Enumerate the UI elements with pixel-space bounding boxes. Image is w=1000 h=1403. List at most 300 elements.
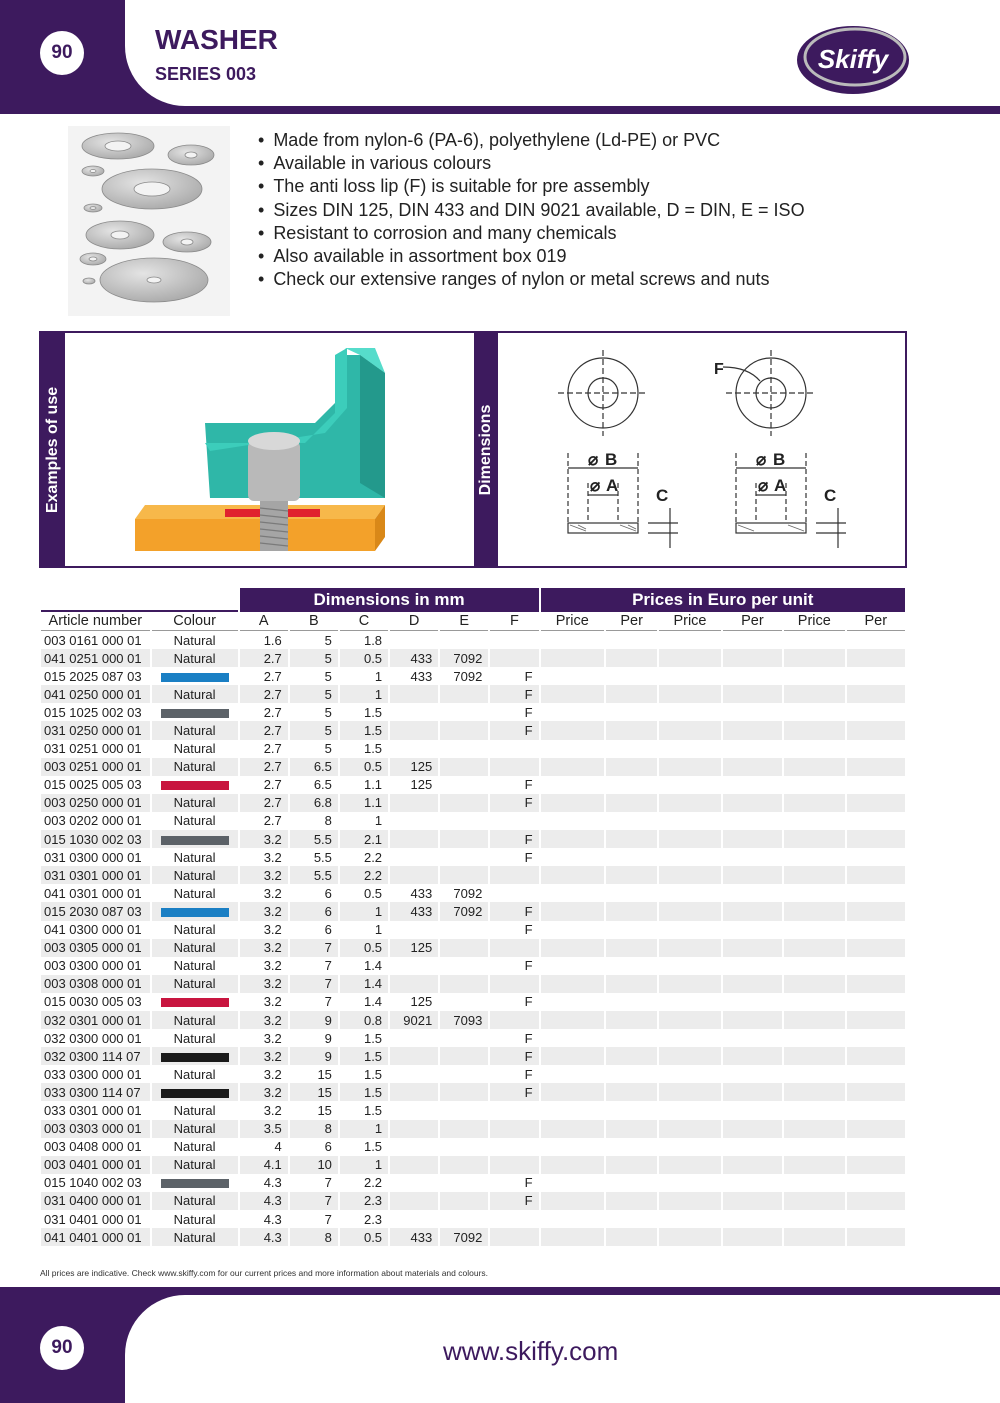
feature-item: • Available in various colours <box>258 152 805 175</box>
price-cell <box>784 776 844 794</box>
table-row <box>41 812 905 830</box>
din-cell <box>390 975 438 993</box>
per-cell <box>847 740 905 758</box>
dimension-c-cell: 2.2 <box>340 866 388 884</box>
article-number-cell: 003 0401 000 01 <box>41 1156 150 1174</box>
iso-cell <box>440 957 488 975</box>
per-cell <box>606 812 657 830</box>
dimension-b-cell: 6.5 <box>290 758 338 776</box>
price-cell <box>659 740 720 758</box>
table-row <box>41 848 905 866</box>
iso-cell <box>440 975 488 993</box>
price-cell <box>784 1138 844 1156</box>
per-cell <box>606 1083 657 1101</box>
per-cell <box>606 1011 657 1029</box>
price-cell <box>541 921 605 939</box>
dimension-b-cell: 10 <box>290 1156 338 1174</box>
dimension-a-cell: 2.7 <box>240 667 288 685</box>
lip-cell: F <box>490 794 538 812</box>
price-cell <box>659 812 720 830</box>
dimension-c-cell: 1.5 <box>340 1047 388 1065</box>
lip-cell: F <box>490 685 538 703</box>
colour-cell: Natural <box>152 758 238 776</box>
per-cell <box>606 975 657 993</box>
iso-cell <box>440 1083 488 1101</box>
dimension-a-cell: 2.7 <box>240 685 288 703</box>
article-number-cell: 015 2025 087 03 <box>41 667 150 685</box>
dimension-a-cell: 3.2 <box>240 1029 288 1047</box>
per-cell <box>723 649 782 667</box>
article-number-cell: 003 0300 000 01 <box>41 957 150 975</box>
colour-cell: Natural <box>152 631 238 649</box>
per-cell <box>723 1083 782 1101</box>
dimensions-diagram <box>498 333 905 566</box>
column-header: C <box>340 612 388 631</box>
article-number-cell: 031 0400 000 01 <box>41 1192 150 1210</box>
dimension-a-cell: 4.3 <box>240 1228 288 1246</box>
per-cell <box>723 1101 782 1119</box>
column-header: Price <box>541 612 605 631</box>
dimension-a-cell: 3.2 <box>240 957 288 975</box>
dimension-a-cell: 3.2 <box>240 902 288 920</box>
feature-item: • The anti loss lip (F) is suitable for pre assembly <box>258 175 805 198</box>
article-number-cell: 041 0300 000 01 <box>41 921 150 939</box>
article-number-cell: 031 0401 000 01 <box>41 1210 150 1228</box>
svg-text:⌀: ⌀ <box>758 476 769 495</box>
dimension-b-cell: 7 <box>290 1210 338 1228</box>
price-cell <box>659 758 720 776</box>
colour-cell: Natural <box>152 1011 238 1029</box>
iso-cell <box>440 1029 488 1047</box>
per-cell <box>606 1047 657 1065</box>
per-cell <box>606 649 657 667</box>
per-cell <box>847 1120 905 1138</box>
colour-cell: Natural <box>152 1029 238 1047</box>
colour-cell: Natural <box>152 921 238 939</box>
article-number-cell: 031 0301 000 01 <box>41 866 150 884</box>
price-cell <box>659 1156 720 1174</box>
article-number-cell: 031 0251 000 01 <box>41 740 150 758</box>
article-number-cell: 032 0301 000 01 <box>41 1011 150 1029</box>
table-row <box>41 993 905 1011</box>
dimension-b-cell: 15 <box>290 1083 338 1101</box>
article-number-cell: 015 1040 002 03 <box>41 1174 150 1192</box>
price-cell <box>659 1083 720 1101</box>
price-cell <box>784 740 844 758</box>
per-cell <box>723 939 782 957</box>
price-cell <box>659 1029 720 1047</box>
price-cell <box>659 1011 720 1029</box>
per-cell <box>847 1011 905 1029</box>
feature-item: • Sizes DIN 125, DIN 433 and DIN 9021 available, D = DIN, E = ISO <box>258 199 805 222</box>
table-row <box>41 794 905 812</box>
dimension-c-cell: 1.1 <box>340 776 388 794</box>
price-cell <box>659 848 720 866</box>
dimension-a-cell: 3.2 <box>240 1047 288 1065</box>
din-cell: 125 <box>390 993 438 1011</box>
dimension-a-cell: 2.7 <box>240 794 288 812</box>
colour-cell: Natural <box>152 1138 238 1156</box>
skiffy-logo <box>793 22 913 98</box>
dimension-a-cell: 2.7 <box>240 721 288 739</box>
din-cell <box>390 1083 438 1101</box>
dimension-b-cell: 5 <box>290 685 338 703</box>
dimension-b-cell: 8 <box>290 812 338 830</box>
footnote: All prices are indicative. Check www.skiffy.com for our current prices and more information about materials and colours. <box>40 1268 489 1278</box>
article-number-cell: 041 0251 000 01 <box>41 649 150 667</box>
price-cell <box>659 939 720 957</box>
colour-cell <box>152 667 238 685</box>
din-cell <box>390 957 438 975</box>
price-cell <box>541 957 605 975</box>
colour-cell <box>152 993 238 1011</box>
price-cell <box>541 1192 605 1210</box>
dimension-c-cell: 1 <box>340 902 388 920</box>
table-row <box>41 631 905 649</box>
dimension-b-cell: 7 <box>290 939 338 957</box>
per-cell <box>847 993 905 1011</box>
dimension-c-cell: 1.5 <box>340 1101 388 1119</box>
per-cell <box>723 1192 782 1210</box>
iso-cell: 7093 <box>440 1011 488 1029</box>
colour-cell: Natural <box>152 957 238 975</box>
din-cell <box>390 848 438 866</box>
product-table <box>39 588 907 1246</box>
dimension-c-cell: 1 <box>340 1156 388 1174</box>
lip-cell: F <box>490 921 538 939</box>
article-number-cell: 003 0308 000 01 <box>41 975 150 993</box>
colour-cell <box>152 703 238 721</box>
per-cell <box>606 1120 657 1138</box>
dimension-b-cell: 8 <box>290 1120 338 1138</box>
article-number-cell: 041 0301 000 01 <box>41 884 150 902</box>
price-cell <box>784 1047 844 1065</box>
din-cell <box>390 812 438 830</box>
dimension-b-cell: 5.5 <box>290 830 338 848</box>
price-cell <box>659 703 720 721</box>
table-row <box>41 884 905 902</box>
price-cell <box>659 1065 720 1083</box>
dimension-a-cell: 2.7 <box>240 812 288 830</box>
per-cell <box>847 631 905 649</box>
article-number-cell: 041 0401 000 01 <box>41 1228 150 1246</box>
price-cell <box>541 1138 605 1156</box>
illustration-panels <box>39 331 907 568</box>
per-cell <box>723 993 782 1011</box>
per-cell <box>723 667 782 685</box>
per-cell <box>847 1083 905 1101</box>
iso-cell <box>440 993 488 1011</box>
article-number-cell: 032 0300 000 01 <box>41 1029 150 1047</box>
per-cell <box>723 703 782 721</box>
colour-cell: Natural <box>152 1210 238 1228</box>
lip-cell: F <box>490 721 538 739</box>
din-cell <box>390 1138 438 1156</box>
price-cell <box>541 1120 605 1138</box>
price-cell <box>541 939 605 957</box>
din-cell: 9021 <box>390 1011 438 1029</box>
dimension-c-cell: 1.5 <box>340 740 388 758</box>
table-row <box>41 649 905 667</box>
lip-cell <box>490 649 538 667</box>
table-row <box>41 975 905 993</box>
iso-cell <box>440 921 488 939</box>
dimension-c-cell: 1.1 <box>340 794 388 812</box>
colour-cell: Natural <box>152 812 238 830</box>
dimension-c-cell: 1 <box>340 921 388 939</box>
per-cell <box>606 1192 657 1210</box>
article-number-cell: 015 0030 005 03 <box>41 993 150 1011</box>
per-cell <box>723 1047 782 1065</box>
price-cell <box>541 830 605 848</box>
iso-cell <box>440 1065 488 1083</box>
price-cell <box>541 975 605 993</box>
dimension-b-cell: 15 <box>290 1065 338 1083</box>
price-cell <box>784 1083 844 1101</box>
per-cell <box>847 1192 905 1210</box>
article-number-cell: 003 0303 000 01 <box>41 1120 150 1138</box>
dimension-b-cell: 7 <box>290 975 338 993</box>
iso-cell: 7092 <box>440 1228 488 1246</box>
iso-cell <box>440 866 488 884</box>
table-row <box>41 1011 905 1029</box>
price-cell <box>659 957 720 975</box>
column-header: E <box>440 612 488 631</box>
price-cell <box>659 1120 720 1138</box>
diagram-label-c: C <box>656 486 669 505</box>
din-cell <box>390 1065 438 1083</box>
din-cell <box>390 740 438 758</box>
per-cell <box>723 1174 782 1192</box>
dimension-c-cell: 1 <box>340 667 388 685</box>
dimension-c-cell: 1.5 <box>340 1029 388 1047</box>
dimension-b-cell: 7 <box>290 957 338 975</box>
per-cell <box>723 1210 782 1228</box>
din-cell: 125 <box>390 758 438 776</box>
iso-cell <box>440 776 488 794</box>
din-cell: 433 <box>390 649 438 667</box>
article-number-cell: 033 0300 114 07 <box>41 1083 150 1101</box>
dimension-a-cell: 4.3 <box>240 1192 288 1210</box>
per-cell <box>723 1138 782 1156</box>
per-cell <box>723 758 782 776</box>
price-cell <box>659 1192 720 1210</box>
per-cell <box>723 812 782 830</box>
din-cell <box>390 685 438 703</box>
dimension-a-cell: 3.2 <box>240 975 288 993</box>
per-cell <box>847 794 905 812</box>
price-cell <box>659 1047 720 1065</box>
price-cell <box>659 921 720 939</box>
dimension-a-cell: 2.7 <box>240 703 288 721</box>
price-cell <box>784 884 844 902</box>
per-cell <box>606 884 657 902</box>
dimension-c-cell: 0.5 <box>340 884 388 902</box>
price-cell <box>784 975 844 993</box>
column-header: Article number <box>41 612 150 631</box>
din-cell: 433 <box>390 667 438 685</box>
colour-cell: Natural <box>152 685 238 703</box>
price-cell <box>541 1083 605 1101</box>
per-cell <box>847 649 905 667</box>
lip-cell: F <box>490 993 538 1011</box>
price-cell <box>784 993 844 1011</box>
per-cell <box>847 830 905 848</box>
per-cell <box>606 1101 657 1119</box>
column-header: D <box>390 612 438 631</box>
table-row <box>41 685 905 703</box>
dimension-b-cell: 7 <box>290 993 338 1011</box>
dimension-a-cell: 3.2 <box>240 1065 288 1083</box>
colour-cell: Natural <box>152 1156 238 1174</box>
price-cell <box>784 1192 844 1210</box>
table-row <box>41 902 905 920</box>
table-row <box>41 1083 905 1101</box>
dimension-b-cell: 6 <box>290 921 338 939</box>
dimensions-tab <box>474 333 498 566</box>
article-number-cell: 003 0251 000 01 <box>41 758 150 776</box>
examples-of-use-label: Examples of use <box>44 386 61 513</box>
dimension-c-cell: 1.4 <box>340 957 388 975</box>
per-cell <box>847 721 905 739</box>
article-number-cell: 031 0250 000 01 <box>41 721 150 739</box>
article-number-cell: 031 0300 000 01 <box>41 848 150 866</box>
article-number-cell: 033 0300 000 01 <box>41 1065 150 1083</box>
price-cell <box>659 1210 720 1228</box>
price-cell <box>541 902 605 920</box>
price-cell <box>784 1210 844 1228</box>
price-cell <box>784 866 844 884</box>
price-cell <box>659 830 720 848</box>
article-number-cell: 015 1030 002 03 <box>41 830 150 848</box>
dimension-c-cell: 0.8 <box>340 1011 388 1029</box>
dimension-b-cell: 5 <box>290 667 338 685</box>
colour-cell: Natural <box>152 1065 238 1083</box>
din-cell <box>390 794 438 812</box>
lip-cell: F <box>490 830 538 848</box>
per-cell <box>606 939 657 957</box>
dimension-a-cell: 1.6 <box>240 631 288 649</box>
dimension-a-cell: 2.7 <box>240 758 288 776</box>
iso-cell <box>440 631 488 649</box>
dimension-c-cell: 2.2 <box>340 848 388 866</box>
dimension-b-cell: 15 <box>290 1101 338 1119</box>
price-cell <box>541 667 605 685</box>
colour-swatch <box>161 1053 229 1062</box>
table-row <box>41 1138 905 1156</box>
page-title: WASHER <box>155 24 278 55</box>
din-cell <box>390 830 438 848</box>
iso-cell <box>440 1210 488 1228</box>
din-cell: 433 <box>390 884 438 902</box>
lip-cell: F <box>490 1174 538 1192</box>
table-row <box>41 1065 905 1083</box>
table-row <box>41 1101 905 1119</box>
price-cell <box>784 830 844 848</box>
per-cell <box>723 975 782 993</box>
table-row <box>41 957 905 975</box>
table-row <box>41 667 905 685</box>
dimension-a-cell: 4.3 <box>240 1174 288 1192</box>
price-cell <box>541 649 605 667</box>
diagram-label-f: F <box>714 361 724 378</box>
price-cell <box>659 993 720 1011</box>
iso-cell <box>440 1156 488 1174</box>
per-cell <box>847 1138 905 1156</box>
price-cell <box>659 975 720 993</box>
per-cell <box>606 1174 657 1192</box>
diagram-label-a: A <box>774 476 787 495</box>
lip-cell <box>490 866 538 884</box>
price-cell <box>784 1120 844 1138</box>
price-cell <box>784 794 844 812</box>
per-cell <box>847 939 905 957</box>
per-cell <box>606 1029 657 1047</box>
website-link[interactable]: www.skiffy.com <box>443 1336 619 1366</box>
footer-page-number-badge: 90 <box>40 1326 84 1370</box>
feature-item: • Also available in assortment box 019 <box>258 245 805 268</box>
price-cell <box>659 1138 720 1156</box>
per-cell <box>723 685 782 703</box>
price-cell <box>659 631 720 649</box>
per-cell <box>847 866 905 884</box>
table-row <box>41 1120 905 1138</box>
per-cell <box>606 776 657 794</box>
colour-cell: Natural <box>152 866 238 884</box>
table-row <box>41 1047 905 1065</box>
price-cell <box>659 1101 720 1119</box>
dimension-a-cell: 2.7 <box>240 649 288 667</box>
feature-item: • Made from nylon-6 (PA-6), polyethylene (Ld-PE) or PVC <box>258 129 805 152</box>
header-divider <box>125 106 1000 114</box>
per-cell <box>723 902 782 920</box>
table-row <box>41 758 905 776</box>
dimension-a-cell: 3.5 <box>240 1120 288 1138</box>
price-cell <box>541 703 605 721</box>
din-cell <box>390 1120 438 1138</box>
per-cell <box>723 848 782 866</box>
per-cell <box>723 866 782 884</box>
price-cell <box>784 1101 844 1119</box>
dimensions-label: Dimensions <box>477 404 494 495</box>
price-cell <box>541 1228 605 1246</box>
lip-cell <box>490 1138 538 1156</box>
dimension-a-cell: 3.2 <box>240 1011 288 1029</box>
dimension-a-cell: 3.2 <box>240 848 288 866</box>
price-cell <box>541 1011 605 1029</box>
feature-item: • Resistant to corrosion and many chemicals <box>258 222 805 245</box>
price-cell <box>541 1065 605 1083</box>
per-cell <box>606 902 657 920</box>
per-cell <box>847 975 905 993</box>
per-cell <box>847 685 905 703</box>
colour-swatch <box>161 709 229 718</box>
article-number-cell: 015 2030 087 03 <box>41 902 150 920</box>
lip-cell: F <box>490 1065 538 1083</box>
dimension-b-cell: 7 <box>290 1174 338 1192</box>
per-cell <box>847 1228 905 1246</box>
din-cell <box>390 866 438 884</box>
din-cell <box>390 921 438 939</box>
colour-swatch <box>161 836 229 845</box>
lip-cell: F <box>490 1192 538 1210</box>
lip-cell: F <box>490 703 538 721</box>
lip-cell: F <box>490 1047 538 1065</box>
column-header: A <box>240 612 288 631</box>
dimension-b-cell: 6 <box>290 902 338 920</box>
dimension-b-cell: 6.8 <box>290 794 338 812</box>
examples-of-use-tab <box>41 333 65 566</box>
